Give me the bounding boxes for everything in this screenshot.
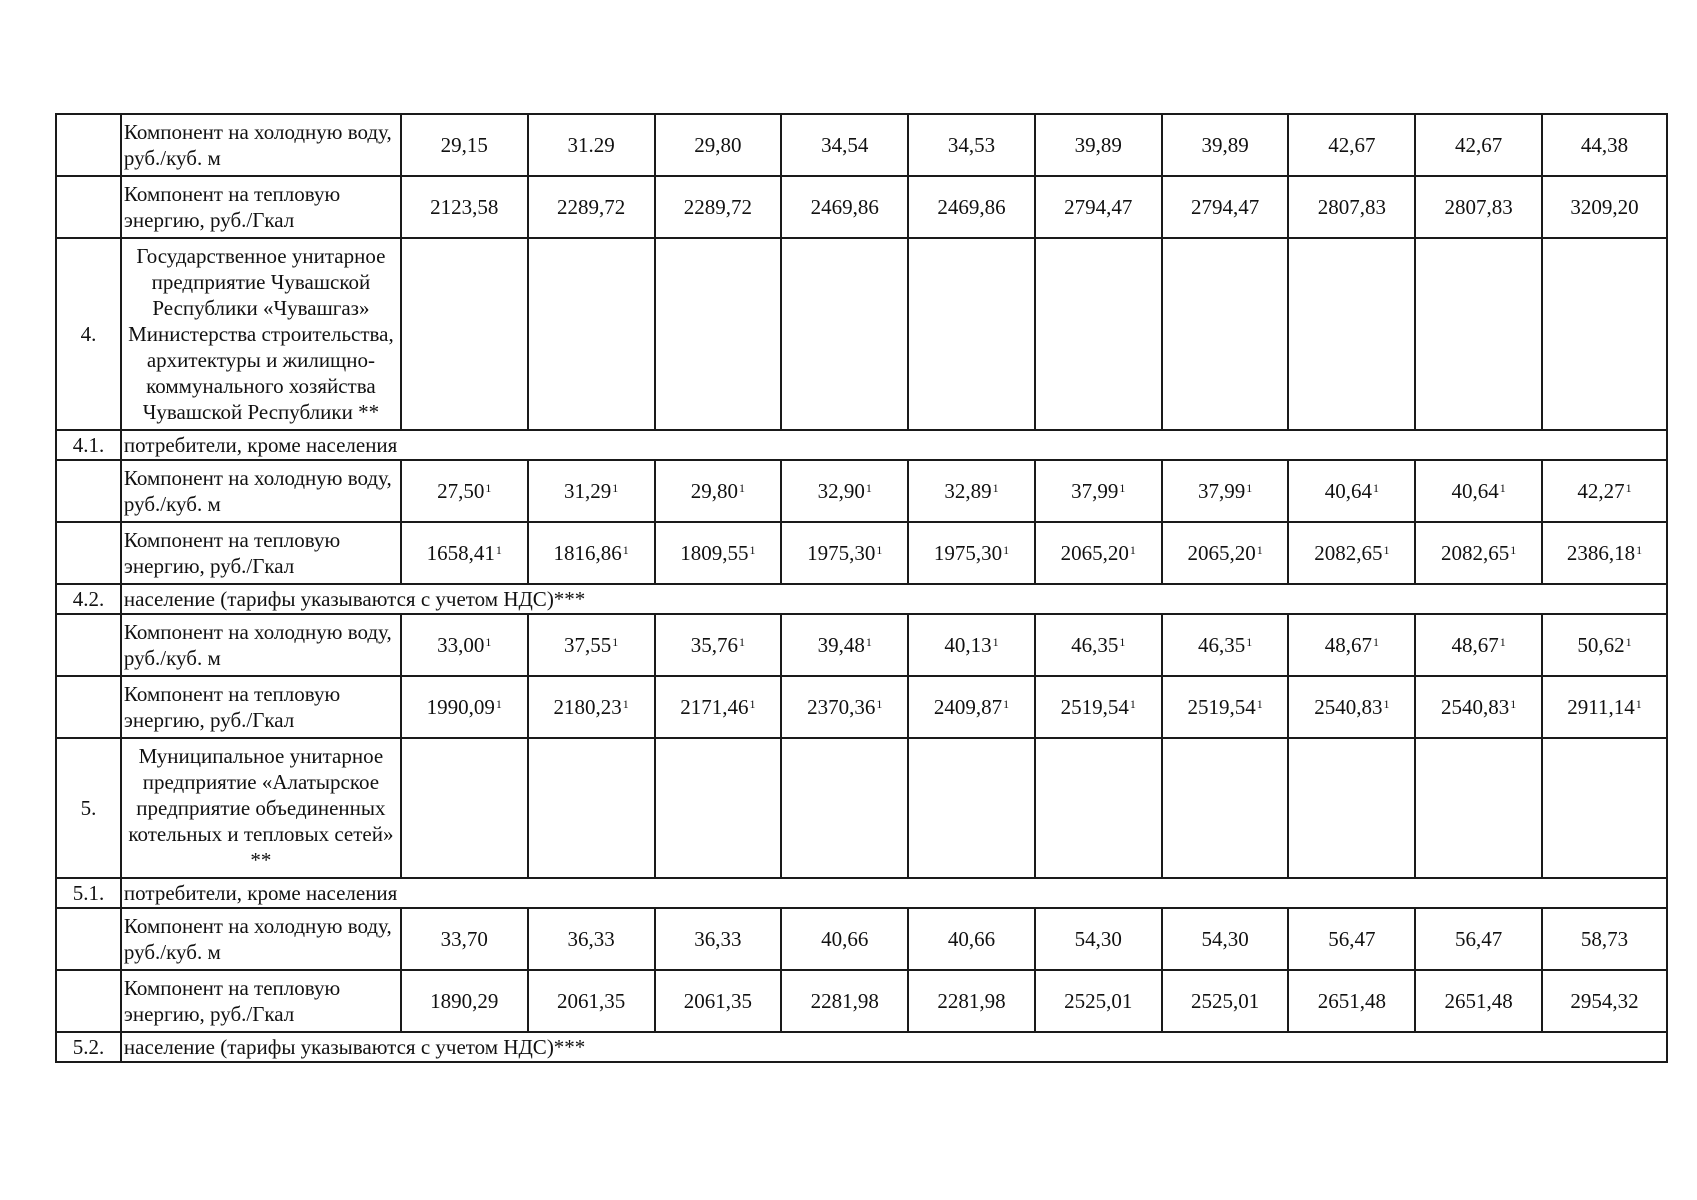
tariff-value-cell [1415, 176, 1542, 238]
tariff-value-cell [401, 522, 528, 584]
tariff-value: 2171,46 [680, 695, 749, 719]
footnote-mark: 1 [612, 481, 619, 495]
tariff-value: 42,27 [1577, 479, 1625, 503]
tariff-value: 34,53 [947, 133, 996, 157]
tariff-table-body [56, 114, 1667, 1062]
tariff-value: 2519,54 [1060, 695, 1129, 719]
footnote-mark: 1 [1003, 697, 1010, 711]
tariff-value: 1990,09 [426, 695, 495, 719]
tariff-value: 1809,55 [680, 541, 749, 565]
footnote-mark: 1 [1129, 697, 1136, 711]
tariff-value: 40,64 [1324, 479, 1372, 503]
tariff-value: 2911,14 [1567, 695, 1635, 719]
tariff-value: 37,55 [563, 633, 612, 657]
component-label: Компонент на холодную воду, руб./куб. м [121, 614, 401, 676]
tariff-value-cell [1415, 522, 1542, 584]
tariff-value-cell [655, 522, 782, 584]
tariff-value: 27,50 [437, 479, 485, 503]
tariff-value-cell [1288, 522, 1415, 584]
tariff-value: 2954,32 [1570, 989, 1639, 1013]
tariff-value: 46,35 [1071, 633, 1119, 657]
tariff-value-cell [1288, 676, 1415, 738]
empty-cell [528, 738, 655, 878]
tariff-value-cell [781, 114, 908, 176]
tariff-value-cell [1415, 614, 1542, 676]
table-row [56, 970, 1667, 1032]
tariff-value-cell [1542, 970, 1667, 1032]
tariff-value-cell [401, 676, 528, 738]
footnote-mark: 1 [1499, 481, 1506, 495]
footnote-mark: 1 [1499, 635, 1506, 649]
footnote-mark: 1 [1373, 635, 1379, 649]
empty-cell [655, 738, 782, 878]
tariff-value: 2807,83 [1444, 195, 1513, 219]
tariff-value-cell [528, 970, 655, 1032]
tariff-value: 2409,87 [933, 695, 1003, 719]
tariff-value: 33,70 [440, 927, 488, 951]
tariff-value-cell [1035, 460, 1162, 522]
empty-cell [908, 738, 1035, 878]
tariff-value-cell [781, 908, 908, 970]
row-number: 5.2. [56, 1032, 121, 1062]
tariff-value: 56,47 [1328, 927, 1376, 951]
tariff-value: 1975,30 [933, 541, 1003, 565]
tariff-value-cell [1035, 614, 1162, 676]
table-row [56, 614, 1667, 676]
tariff-value-cell [401, 970, 528, 1032]
tariff-value: 48,67 [1451, 633, 1499, 657]
component-label: Компонент на холодную воду, руб./куб. м [121, 114, 401, 176]
tariff-value-cell [781, 176, 908, 238]
component-label: Компонент на тепловую энергию, руб./Гкал [121, 970, 401, 1032]
tariff-value-cell [528, 908, 655, 970]
tariff-value-cell [1035, 176, 1162, 238]
table-row [56, 676, 1667, 738]
tariff-value-cell [1288, 176, 1415, 238]
tariff-value: 36,33 [694, 927, 742, 951]
tariff-value: 2651,48 [1444, 989, 1513, 1013]
row-number: 5.1. [56, 878, 121, 908]
tariff-value: 40,66 [947, 927, 996, 951]
organization-row [56, 238, 1667, 430]
tariff-value-cell [1035, 908, 1162, 970]
empty-cell [1542, 238, 1667, 430]
section-label: потребители, кроме населения [121, 878, 1667, 908]
footnote-mark: 1 [1636, 543, 1643, 557]
tariff-value: 2469,86 [937, 195, 1006, 219]
section-label: потребители, кроме населения [121, 430, 1667, 460]
tariff-value: 2807,83 [1317, 195, 1386, 219]
tariff-value-cell [1035, 114, 1162, 176]
tariff-value-cell [655, 176, 782, 238]
tariff-value-cell [781, 522, 908, 584]
tariff-value: 31,29 [563, 479, 612, 503]
tariff-value-cell [401, 614, 528, 676]
tariff-value: 33,00 [437, 633, 485, 657]
empty-cell [908, 238, 1035, 430]
tariff-value: 3209,20 [1570, 195, 1639, 219]
component-label: Компонент на тепловую энергию, руб./Гкал [121, 522, 401, 584]
tariff-value-cell [528, 460, 655, 522]
tariff-value-cell [908, 522, 1035, 584]
row-number [56, 522, 121, 584]
tariff-value: 2519,54 [1187, 695, 1256, 719]
tariff-table [55, 113, 1668, 1063]
empty-cell [401, 738, 528, 878]
tariff-value-cell [655, 114, 782, 176]
footnote-mark: 1 [992, 635, 999, 649]
tariff-value-cell [1162, 114, 1289, 176]
tariff-value-cell [1162, 460, 1289, 522]
tariff-value-cell [908, 970, 1035, 1032]
tariff-value-cell [1162, 614, 1289, 676]
empty-cell [1415, 238, 1542, 430]
tariff-value-cell [1542, 522, 1667, 584]
empty-cell [1162, 238, 1289, 430]
row-number: 5. [56, 738, 121, 878]
tariff-value: 39,89 [1074, 133, 1122, 157]
tariff-value-cell [528, 114, 655, 176]
tariff-value: 44,38 [1580, 133, 1629, 157]
tariff-value-cell [655, 970, 782, 1032]
tariff-value: 2082,65 [1314, 541, 1383, 565]
tariff-value: 39,48 [817, 633, 865, 657]
tariff-value-cell [655, 460, 782, 522]
component-label: Компонент на холодную воду, руб./куб. м [121, 460, 401, 522]
tariff-value-cell [781, 676, 908, 738]
tariff-value-cell [781, 614, 908, 676]
table-row [56, 176, 1667, 238]
tariff-value-cell [1542, 614, 1667, 676]
tariff-value-cell [908, 176, 1035, 238]
row-number [56, 908, 121, 970]
tariff-value: 40,66 [821, 927, 869, 951]
tariff-value: 58,73 [1580, 927, 1629, 951]
tariff-value: 29,80 [690, 479, 739, 503]
tariff-value: 35,76 [690, 633, 739, 657]
tariff-value-cell [1162, 676, 1289, 738]
tariff-value-cell [1415, 460, 1542, 522]
tariff-value: 2289,72 [556, 195, 626, 219]
section-label: население (тарифы указываются с учетом НДС)*** [121, 1032, 1667, 1062]
empty-cell [401, 238, 528, 430]
footnote-mark: 1 [1256, 697, 1263, 711]
tariff-value: 39,89 [1201, 133, 1249, 157]
tariff-value: 2289,72 [683, 195, 753, 219]
tariff-value: 2281,98 [937, 989, 1006, 1013]
tariff-value: 50,62 [1577, 633, 1625, 657]
tariff-value: 42,67 [1455, 133, 1503, 157]
component-label: Компонент на холодную воду, руб./куб. м [121, 908, 401, 970]
footnote-mark: 1 [749, 543, 756, 557]
tariff-value-cell [781, 970, 908, 1032]
table-row [56, 114, 1667, 176]
tariff-value-cell [908, 908, 1035, 970]
footnote-mark: 1 [1246, 635, 1253, 649]
tariff-value-cell [1415, 676, 1542, 738]
empty-cell [1035, 738, 1162, 878]
empty-cell [1415, 738, 1542, 878]
tariff-value-cell [528, 614, 655, 676]
footnote-mark: 1 [739, 481, 746, 495]
tariff-value: 2082,65 [1441, 541, 1510, 565]
tariff-value: 54,30 [1074, 927, 1122, 951]
tariff-value: 46,35 [1197, 633, 1246, 657]
tariff-value-cell [1415, 970, 1542, 1032]
tariff-value: 2386,18 [1566, 541, 1636, 565]
footnote-mark: 1 [612, 635, 619, 649]
tariff-value: 48,67 [1324, 633, 1372, 657]
empty-cell [1162, 738, 1289, 878]
row-number: 4. [56, 238, 121, 430]
tariff-value: 34,54 [821, 133, 869, 157]
tariff-value-cell [655, 676, 782, 738]
footnote-mark: 1 [622, 543, 629, 557]
tariff-value: 56,47 [1455, 927, 1503, 951]
tariff-value-cell [1415, 908, 1542, 970]
tariff-value-cell [1162, 176, 1289, 238]
tariff-value: 2065,20 [1060, 541, 1129, 565]
tariff-value: 36,33 [567, 927, 615, 951]
tariff-value-cell [1035, 970, 1162, 1032]
tariff-value: 29,80 [694, 133, 742, 157]
tariff-value: 2061,35 [683, 989, 753, 1013]
tariff-value: 2061,35 [556, 989, 626, 1013]
tariff-value-cell [1288, 460, 1415, 522]
footnote-mark: 1 [1119, 635, 1126, 649]
tariff-value: 2540,83 [1314, 695, 1383, 719]
footnote-mark: 1 [1625, 635, 1632, 649]
organization-row [56, 738, 1667, 878]
tariff-value-cell [401, 908, 528, 970]
tariff-value-cell [1542, 460, 1667, 522]
footnote-mark: 1 [1383, 543, 1390, 557]
footnote-mark: 1 [622, 697, 629, 711]
tariff-value-cell [528, 176, 655, 238]
component-label: Компонент на тепловую энергию, руб./Гкал [121, 176, 401, 238]
footnote-mark: 1 [1119, 481, 1126, 495]
tariff-value: 2525,01 [1064, 989, 1133, 1013]
section-label: население (тарифы указываются с учетом НДС)*** [121, 584, 1667, 614]
tariff-value: 2794,47 [1064, 195, 1133, 219]
empty-cell [528, 238, 655, 430]
footnote-mark: 1 [749, 697, 756, 711]
tariff-value: 42,67 [1328, 133, 1376, 157]
organization-name: Государственное унитарное предприятие Чувашской Республики «Чувашгаз» Министерства строительства, архитектуры и жилищно-коммунального хозяйства Чувашской Республики ** [121, 238, 401, 430]
tariff-value: 54,30 [1201, 927, 1249, 951]
tariff-value: 2123,58 [430, 195, 499, 219]
tariff-value-cell [655, 614, 782, 676]
footnote-mark: 1 [485, 635, 492, 649]
tariff-value-cell [401, 460, 528, 522]
tariff-value: 37,99 [1071, 479, 1119, 503]
footnote-mark: 1 [495, 697, 502, 711]
tariff-value-cell [1035, 522, 1162, 584]
row-number [56, 114, 121, 176]
empty-cell [781, 738, 908, 878]
tariff-value: 32,90 [817, 479, 865, 503]
tariff-value-cell [1162, 970, 1289, 1032]
row-number [56, 970, 121, 1032]
empty-cell [1035, 238, 1162, 430]
row-number [56, 676, 121, 738]
tariff-value-cell [401, 176, 528, 238]
tariff-value: 32,89 [944, 479, 992, 503]
tariff-value-cell [908, 460, 1035, 522]
table-row [56, 460, 1667, 522]
footnote-mark: 1 [1256, 543, 1263, 557]
tariff-value-cell [1542, 114, 1667, 176]
tariff-value: 40,64 [1451, 479, 1499, 503]
tariff-value: 2651,48 [1317, 989, 1386, 1013]
tariff-value: 40,13 [944, 633, 992, 657]
section-row [56, 1032, 1667, 1062]
footnote-mark: 1 [739, 635, 746, 649]
tariff-value-cell [1288, 614, 1415, 676]
tariff-value-cell [1288, 114, 1415, 176]
tariff-value-cell [1542, 176, 1667, 238]
tariff-value: 2469,86 [810, 195, 879, 219]
section-row [56, 878, 1667, 908]
footnote-mark: 1 [876, 543, 883, 557]
row-number [56, 614, 121, 676]
row-number [56, 460, 121, 522]
tariff-value-cell [1162, 522, 1289, 584]
footnote-mark: 1 [876, 697, 883, 711]
tariff-value: 2525,01 [1190, 989, 1260, 1013]
table-row [56, 908, 1667, 970]
footnote-mark: 1 [1383, 697, 1390, 711]
tariff-value: 2180,23 [553, 695, 622, 719]
tariff-value-cell [1542, 908, 1667, 970]
footnote-mark: 1 [1635, 697, 1642, 711]
organization-name: Муниципальное унитарное предприятие «Алатырское предприятие объединенных котельных и тепловых сетей» ** [121, 738, 401, 878]
tariff-value: 37,99 [1197, 479, 1246, 503]
tariff-value: 2540,83 [1441, 695, 1510, 719]
footnote-mark: 1 [992, 481, 999, 495]
tariff-value: 2065,20 [1187, 541, 1256, 565]
tariff-value-cell [1035, 676, 1162, 738]
tariff-value: 31.29 [567, 133, 615, 157]
tariff-value: 2794,47 [1190, 195, 1260, 219]
footnote-mark: 1 [1625, 481, 1632, 495]
footnote-mark: 1 [865, 481, 872, 495]
tariff-value-cell [908, 114, 1035, 176]
tariff-value: 1975,30 [807, 541, 876, 565]
tariff-value: 1890,29 [430, 989, 499, 1013]
tariff-value: 2370,36 [807, 695, 876, 719]
section-row [56, 430, 1667, 460]
footnote-mark: 1 [1129, 543, 1136, 557]
empty-cell [655, 238, 782, 430]
row-number: 4.1. [56, 430, 121, 460]
footnote-mark: 1 [485, 481, 492, 495]
footnote-mark: 1 [1510, 697, 1517, 711]
empty-cell [1288, 238, 1415, 430]
tariff-value-cell [908, 614, 1035, 676]
tariff-value: 1816,86 [553, 541, 622, 565]
tariff-value-cell [1415, 114, 1542, 176]
table-row [56, 522, 1667, 584]
tariff-value-cell [1542, 676, 1667, 738]
tariff-value-cell [401, 114, 528, 176]
tariff-value-cell [781, 460, 908, 522]
footnote-mark: 1 [1373, 481, 1379, 495]
component-label: Компонент на тепловую энергию, руб./Гкал [121, 676, 401, 738]
tariff-value-cell [1288, 970, 1415, 1032]
footnote-mark: 1 [865, 635, 872, 649]
tariff-value: 2281,98 [810, 989, 879, 1013]
tariff-value-cell [528, 522, 655, 584]
footnote-mark: 1 [1003, 543, 1010, 557]
empty-cell [1288, 738, 1415, 878]
tariff-value-cell [1162, 908, 1289, 970]
section-row [56, 584, 1667, 614]
footnote-mark: 1 [495, 543, 502, 557]
row-number [56, 176, 121, 238]
tariff-value-cell [1288, 908, 1415, 970]
tariff-value-cell [908, 676, 1035, 738]
footnote-mark: 1 [1510, 543, 1517, 557]
tariff-value-cell [528, 676, 655, 738]
tariff-value: 1658,41 [426, 541, 495, 565]
footnote-mark: 1 [1246, 481, 1253, 495]
tariff-value-cell [655, 908, 782, 970]
tariff-value: 29,15 [440, 133, 488, 157]
row-number: 4.2. [56, 584, 121, 614]
empty-cell [1542, 738, 1667, 878]
empty-cell [781, 238, 908, 430]
